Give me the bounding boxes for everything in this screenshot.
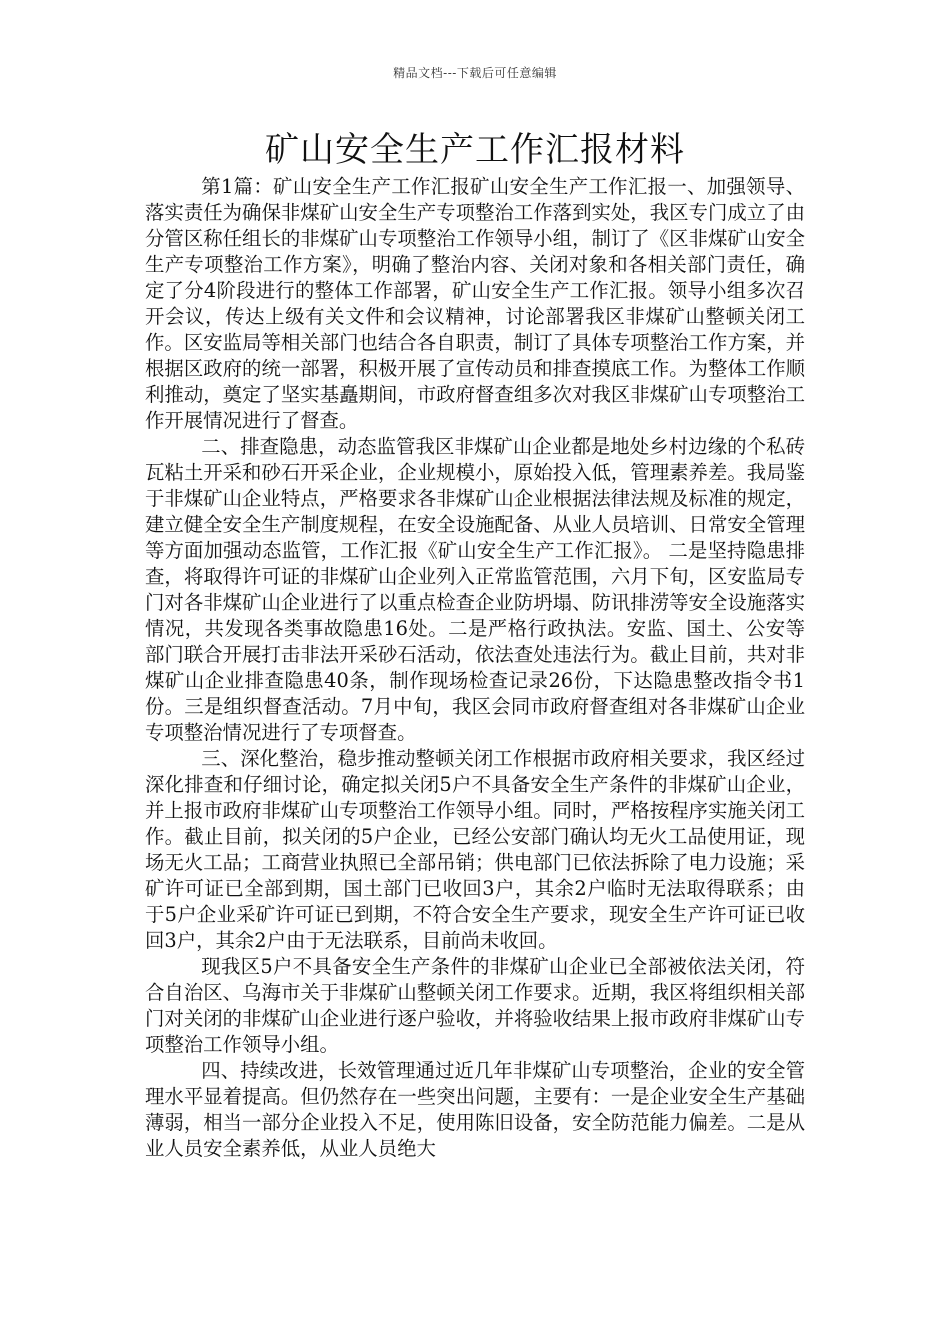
document-body xyxy=(145,174,805,1162)
paragraph-5: 四、持续改进，长效管理通过近几年非煤矿山专项整治，企业的安全管理水平显着提高。但仍然存在一些突出问题，主要有：一是企业安全生产基础薄弱，相当一部分企业投入不足，使用陈旧设备，安全防范能力偏差。二是从业人员安全素养低，从业人员绝大 xyxy=(145,1059,805,1160)
paragraph-1: 第1篇：矿山安全生产工作汇报矿山安全生产工作汇报一、加强领导、落实责任为确保非煤矿山安全生产专项整治工作落到实处，我区专门成立了由分管区称任组长的非煤矿山专项整治工作领导小组，制订了《区非煤矿山安全生产专项整治工作方案》，明确了整治内容、关闭对象和各相关部门责任，确定了分4阶段进行的整体工作部署，矿山安全生产工作汇报。领导小组多次召开会议，传达上级有关文件和会议精神，讨论部署我区非煤矿山整顿关闭工作。区安监局等相关部门也结合各自职责，制订了具体专项整治工作方案，并根据区政府的统一部署，积极开展了宣传动员和排查摸底工作。为整体工作顺利推动，奠定了坚实基矗期间，市政府督查组多次对我区非煤矿山专项整治工作开展情况进行了督查。 xyxy=(145,175,805,432)
paragraph-2: 二、排查隐患，动态监管我区非煤矿山企业都是地处乡村边缘的个私砖瓦粘土开采和砂石开采企业，企业规模小，原始投入低，管理素养差。我局鉴于非煤矿山企业特点，严格要求各非煤矿山企业根据法律法规及标准的规定，建立健全安全生产制度规程，在安全设施配备、从业人员培训、日常安全管理等方面加强动态监管，工作汇报《矿山安全生产工作汇报》。 二是坚持隐患排查，将取得许可证的非煤矿山企业列入正常监管范围，六月下旬，区安监局专门对各非煤矿山企业进行了以重点检查企业防坍塌、防讯排涝等安全设施落实情况，共发现各类事故隐患16处。二是严格行政执法。安监、国土、公安等部门联合开展打击非法开采砂石活动，依法查处违法行为。截止目前，共对非煤矿山企业排查隐患40条，制作现场检查记录26份，下达隐患整改指令书1份。三是组织督查活动。7月中旬，我区会同市政府督查组对各非煤矿山企业专项整治情况进行了专项督查。 xyxy=(145,435,805,744)
paragraph-4: 现我区5户不具备安全生产条件的非煤矿山企业已全部被依法关闭，符合自治区、乌海市关于非煤矿山整顿关闭工作要求。近期，我区将组织相关部门对关闭的非煤矿山企业进行逐户验收，并将验收结果上报市政府非煤矿山专项整治工作领导小组。 xyxy=(145,955,805,1056)
document-title: 矿山安全生产工作汇报材料 xyxy=(265,130,685,170)
paragraph-3: 三、深化整治，稳步推动整顿关闭工作根据市政府相关要求，我区经过深化排查和仔细讨论，确定拟关闭5户不具备安全生产条件的非煤矿山企业，并上报市政府非煤矿山专项整治工作领导小组。同时，严格按程序实施关闭工作。截止目前，拟关闭的5户企业，已经公安部门确认均无火工品使用证，现场无火工品；工商营业执照已全部吊销；供电部门已依法拆除了电力设施；采矿许可证已全部到期，国土部门已收回3户，其余2户临时无法取得联系；由于5户企业采矿许可证已到期，不符合安全生产要求，现安全生产许可证已收回3户，其余2户由于无法联系，目前尚未收回。 xyxy=(145,747,805,952)
header-note: 精品文档---下载后可任意编辑 xyxy=(393,66,557,80)
